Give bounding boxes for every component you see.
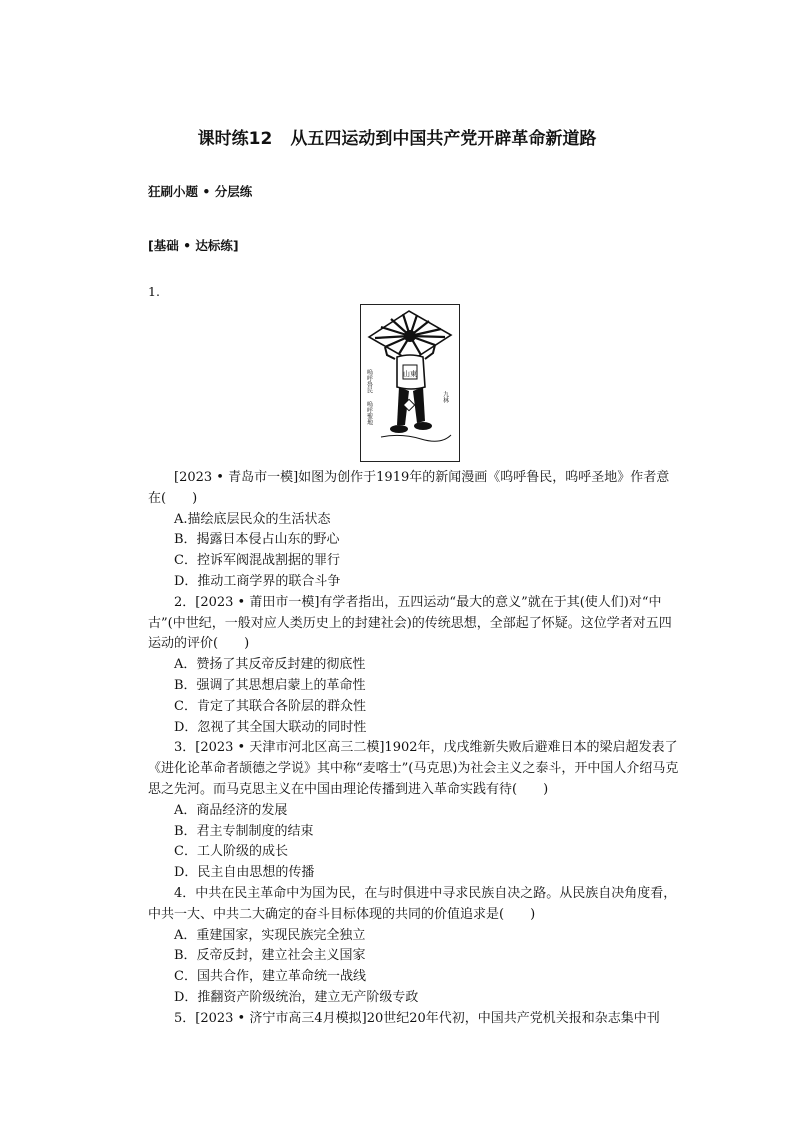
question-3-option-a: A．商品经济的发展 [174,802,288,818]
question-2-option-b: B．强调了其思想启蒙上的革命性 [174,677,366,693]
svg-text:嗚呼魯民: 嗚呼魯民 [365,369,373,393]
cartoon-illustration [360,304,460,462]
question-1-number: 1. [148,284,160,299]
question-4-option-a: A．重建国家，实现民族完全独立 [174,927,366,943]
question-3-option-b: B．君主专制制度的结束 [174,823,314,839]
question-4-option-c: C．国共合作，建立革命统一战线 [174,969,366,985]
questions-body [148,468,682,1030]
question-3-option-c: C．工人阶级的成长 [174,844,288,860]
question-2-option-a: A．赞扬了其反帝反封建的彻底性 [174,657,366,673]
section-level-heading: [基础 • 达标练] [148,238,239,253]
question-1-option-a: A.描绘底层民众的生活状态 [174,511,331,527]
question-2-option-c: C．肯定了其联合各阶层的群众性 [174,698,366,714]
question-4-option-d: D．推翻资产阶级统治，建立无产阶级专政 [174,989,419,1005]
question-2-stem: 2．[2023 • 莆田市一模]有学者指出，五四运动“最大的意义”就在于其(使人们)对“中古”(中世纪，一般对应人类历史上的封建社会)的传统思想，全部起了怀疑。这位学者对五四运动的评价( ) [148,594,672,652]
svg-text:山東: 山東 [403,370,417,378]
cartoon-drawing [361,305,459,461]
question-3-stem: 3．[2023 • 天津市河北区高三二模]1902年，戊戌维新失败后避难日本的梁启超发表了《进化论革命者颉德之学说》其中称“麦喀士”(马克思)为社会主义之泰斗，开中国人介绍马克思之先河。而马克思主义在中国由理论传播到进入革命实践有待( ) [148,740,679,797]
svg-text:嗚呼聖地: 嗚呼聖地 [365,401,373,425]
question-4-stem: 4．中共在民主革命中为国为民，在与时俱进中寻求民族自决之路。从民族自决角度看，中共一大、中共二大确定的奋斗目标体现的共同的价值追求是( ) [148,885,677,922]
question-3-option-d: D．民主自由思想的传播 [174,865,315,881]
question-4-option-b: B．反帝反封，建立社会主义国家 [174,948,366,964]
question-1-option-d: D．推动工商学界的联合斗争 [174,573,341,589]
question-5-stem: 5．[2023 • 济宁市高三4月模拟]20世纪20年代初，中国共产党机关报和杂志集中刊 [174,1010,660,1026]
lesson-title: 从五四运动到中国共产党开辟革命新道路 [290,129,597,149]
question-1-stem: [2023 • 青岛市一模]如图为创作于1919年的新闻漫画《呜呼鲁民，呜呼圣地》作者意在( ) [148,470,670,506]
question-2-option-d: D．忽视了其全国大联动的同时性 [174,719,367,735]
page-title [0,124,794,149]
section-practice-heading: 狂刷小题 • 分层练 [148,184,253,199]
svg-text:九林: 九林 [441,391,449,403]
question-1-option-b: B．揭露日本侵占山东的野心 [174,532,340,548]
question-1-option-c: C．控诉军阀混战割据的罪行 [174,553,340,569]
lesson-number: 课时练12 [197,129,273,149]
